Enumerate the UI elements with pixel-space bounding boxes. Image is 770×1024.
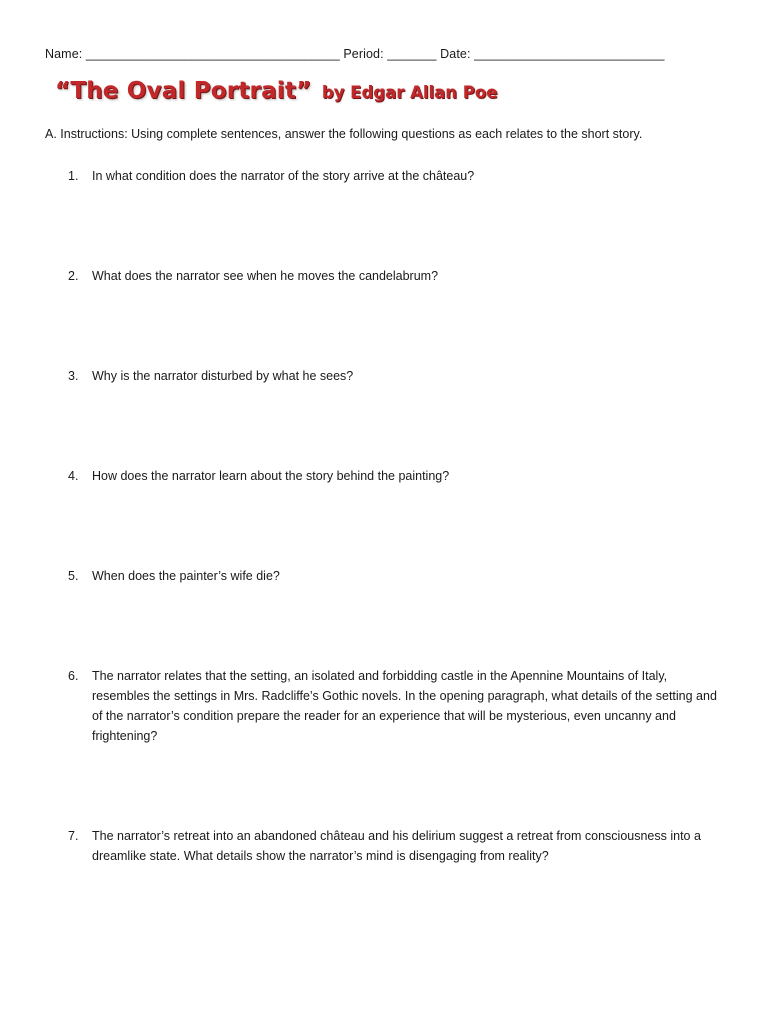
question-text: What does the narrator see when he moves the candelabrum? (92, 269, 439, 283)
question-text: The narrator’s retreat into an abandoned château and his delirium suggest a retreat from consciousness into a dreamlike state. What details show the narrator’s mind is disengaging from reality? (92, 829, 701, 863)
question-item (68, 666, 728, 746)
instructions-text: A. Instructions: Using complete sentences, answer the following questions as each relates to the short story. (45, 127, 643, 141)
name-period-date-line: Name: ____________________________________ Period: _______ Date: ___________________________ (45, 47, 665, 61)
question-item (68, 266, 728, 286)
question-text: When does the painter’s wife die? (92, 569, 280, 583)
question-item (68, 466, 728, 486)
question-item (68, 566, 728, 586)
question-item (68, 826, 728, 866)
question-item (68, 366, 728, 386)
question-text: In what condition does the narrator of the story arrive at the château? (92, 169, 475, 183)
question-number: 3. (68, 369, 79, 383)
question-text: The narrator relates that the setting, an isolated and forbidding castle in the Apennine Mountains of Italy, resembles the settings in Mrs. Radcliffe’s Gothic novels. In the opening paragraph, what details of the setting and of the narrator’s condition prepare the reader for an experience that will be mysterious, even uncanny and frightening? (92, 669, 717, 743)
question-number: 4. (68, 469, 79, 483)
question-number: 1. (68, 169, 79, 183)
question-text: Why is the narrator disturbed by what he sees? (92, 369, 354, 383)
question-number: 5. (68, 569, 79, 583)
question-number: 6. (68, 669, 79, 683)
question-number: 2. (68, 269, 79, 283)
document-title (55, 78, 497, 104)
question-item (68, 166, 728, 186)
story-title: “The Oval Portrait” (55, 78, 312, 104)
story-author: by Edgar Allan Poe (321, 83, 498, 102)
question-text: How does the narrator learn about the story behind the painting? (92, 469, 450, 483)
question-number: 7. (68, 829, 79, 843)
